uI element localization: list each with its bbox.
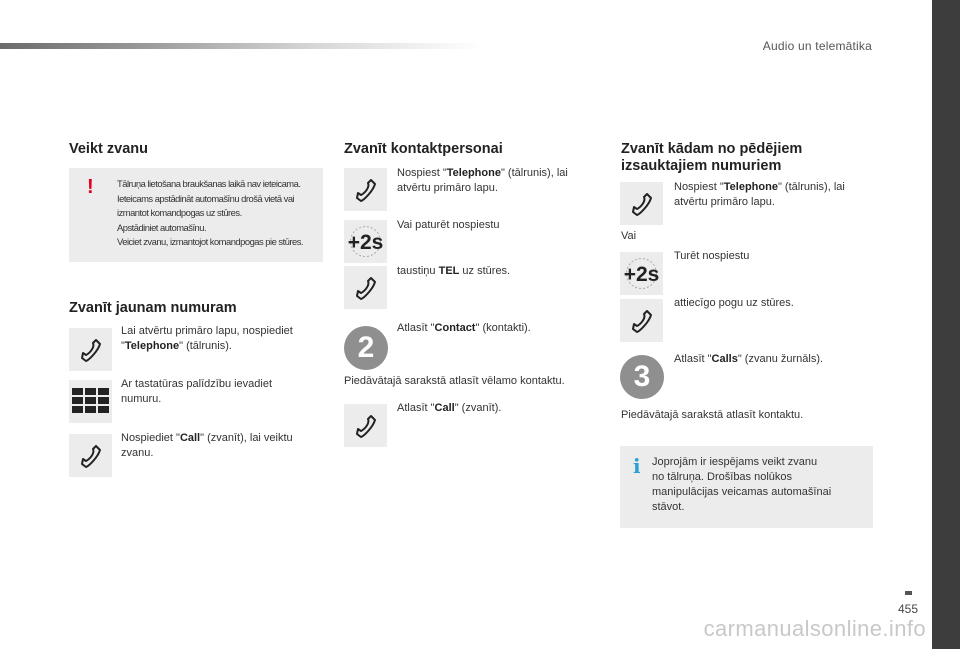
step-enter-number	[121, 377, 272, 407]
step-text: Nospiediet "	[121, 432, 180, 444]
phone-icon	[620, 182, 663, 225]
step-keyword: Calls	[711, 353, 738, 365]
heading-make-call: Veikt zvanu	[69, 141, 148, 157]
hold-2s-icon-box	[620, 252, 663, 295]
phone-icon	[620, 299, 663, 342]
step-tel-button	[397, 264, 510, 279]
step-select-contact	[397, 321, 531, 336]
step-text: Nospiest "	[674, 181, 724, 193]
step-keyword: Telephone	[723, 181, 778, 193]
hold-2s-icon	[620, 252, 663, 295]
info-line: no tālruņa. Drošības nolūkos	[652, 471, 793, 483]
step-steering-button: attiecīgo pogu uz stūres.	[674, 297, 794, 309]
step-text: Ar tastatūras palīdzību ievadiet	[121, 378, 273, 390]
keypad-icon	[69, 380, 112, 423]
step-open-primary-page	[121, 324, 293, 354]
step-text: numuru.	[121, 393, 162, 405]
page-side-bar	[932, 0, 960, 649]
step-hold: Vai paturēt nospiestu	[397, 219, 500, 231]
phone-icon-box	[620, 182, 663, 225]
step-text: uz stūres.	[459, 265, 511, 277]
step-text: " (kontakti).	[475, 322, 531, 334]
step-text: taustiņu	[397, 265, 439, 277]
step-text: " (zvanu žurnāls).	[737, 353, 824, 365]
warning-line: Veiciet zvanu, izmantojot komandpogas pie stūres.	[117, 236, 304, 248]
phone-icon	[69, 328, 112, 371]
step-keyword: Call	[434, 402, 455, 414]
phone-icon-box	[69, 328, 112, 371]
info-text	[652, 455, 862, 515]
note-select-contact: Piedāvātajā sarakstā atlasīt vēlamo kontaktu.	[344, 375, 565, 387]
phone-icon-box	[344, 168, 387, 211]
phone-icon-box	[69, 434, 112, 477]
step-text: " (tālrunis).	[179, 340, 232, 352]
step-text: "	[121, 340, 125, 352]
phone-icon	[344, 266, 387, 309]
step-open-primary-page	[397, 166, 568, 196]
heading-call-new-number: Zvanīt jaunam numuram	[69, 300, 237, 316]
step-text: Atlasīt "	[674, 353, 712, 365]
step-keyword: TEL	[438, 265, 460, 277]
step-hold: Turēt nospiestu	[674, 250, 750, 262]
keypad-icon-box	[69, 380, 112, 423]
step-keyword: Call	[179, 432, 201, 444]
step-number-circle: 3	[620, 355, 664, 399]
step-text: zvanu.	[121, 447, 154, 459]
step-select-call	[397, 401, 501, 416]
step-text: atvērtu primāro lapu.	[674, 196, 775, 208]
watermark: carmanualsonline.info	[703, 616, 926, 641]
phone-icon-box	[344, 266, 387, 309]
warning-line: izmantot komandpogas uz stūres.	[117, 207, 242, 219]
heading-call-recent	[621, 141, 802, 175]
hold-2s-icon-box	[344, 220, 387, 263]
phone-icon-box	[620, 299, 663, 342]
step-select-calls	[674, 352, 823, 367]
info-line: stāvot.	[652, 501, 685, 513]
hold-2s-label: +2s	[347, 231, 384, 254]
info-line: manipulācijas veicamas automašīnai	[652, 486, 832, 498]
warning-box	[69, 168, 323, 262]
info-icon: i	[633, 454, 641, 478]
warning-icon: !	[87, 176, 94, 198]
info-box	[620, 446, 873, 528]
section-title: Audio un telemātika	[762, 39, 872, 53]
warning-line: Apstādiniet automašīnu.	[117, 221, 207, 233]
step-text: Atlasīt "	[397, 402, 435, 414]
heading-line: Zvanīt kādam no pēdējiem	[621, 141, 803, 157]
hold-2s-label: +2s	[623, 263, 660, 286]
step-press-call	[121, 431, 293, 461]
phone-icon-box	[344, 404, 387, 447]
step-text: Atlasīt "	[397, 322, 435, 334]
phone-icon	[344, 168, 387, 211]
step-text: " (zvanīt).	[454, 402, 502, 414]
phone-icon	[69, 434, 112, 477]
heading-call-contact: Zvanīt kontaktpersonai	[344, 141, 503, 157]
step-keyword: Telephone	[446, 167, 501, 179]
step-keyword: Telephone	[124, 340, 180, 352]
warning-line: Ieteicams apstādināt automašīnu drošā vietā vai	[117, 192, 295, 204]
page-number: 455	[898, 602, 919, 616]
step-keyword: Contact	[434, 322, 476, 334]
step-text: Lai atvērtu primāro lapu, nospiediet	[121, 325, 293, 337]
page-marker	[905, 591, 912, 595]
hold-2s-icon	[344, 220, 387, 263]
phone-icon	[344, 404, 387, 447]
step-open-primary-page	[674, 180, 845, 210]
warning-text	[117, 177, 322, 250]
step-text: " (tālrunis), lai	[777, 181, 845, 193]
note-select-contact: Piedāvātajā sarakstā atlasīt kontaktu.	[621, 409, 804, 421]
info-line: Joprojām ir iespējams veikt zvanu	[652, 456, 818, 468]
step-text: " (tālrunis), lai	[500, 167, 568, 179]
step-number-circle: 2	[344, 326, 388, 370]
warning-line: Tālruņa lietošana braukšanas laikā nav ieteicama.	[117, 178, 301, 189]
or-label: Vai	[621, 230, 637, 242]
step-text: atvērtu primāro lapu.	[397, 182, 498, 194]
step-text: " (zvanīt), lai veiktu	[200, 432, 293, 444]
heading-line: izsauktajiem numuriem	[621, 158, 782, 174]
step-text: Nospiest "	[397, 167, 447, 179]
header-gradient-bar	[0, 43, 480, 49]
